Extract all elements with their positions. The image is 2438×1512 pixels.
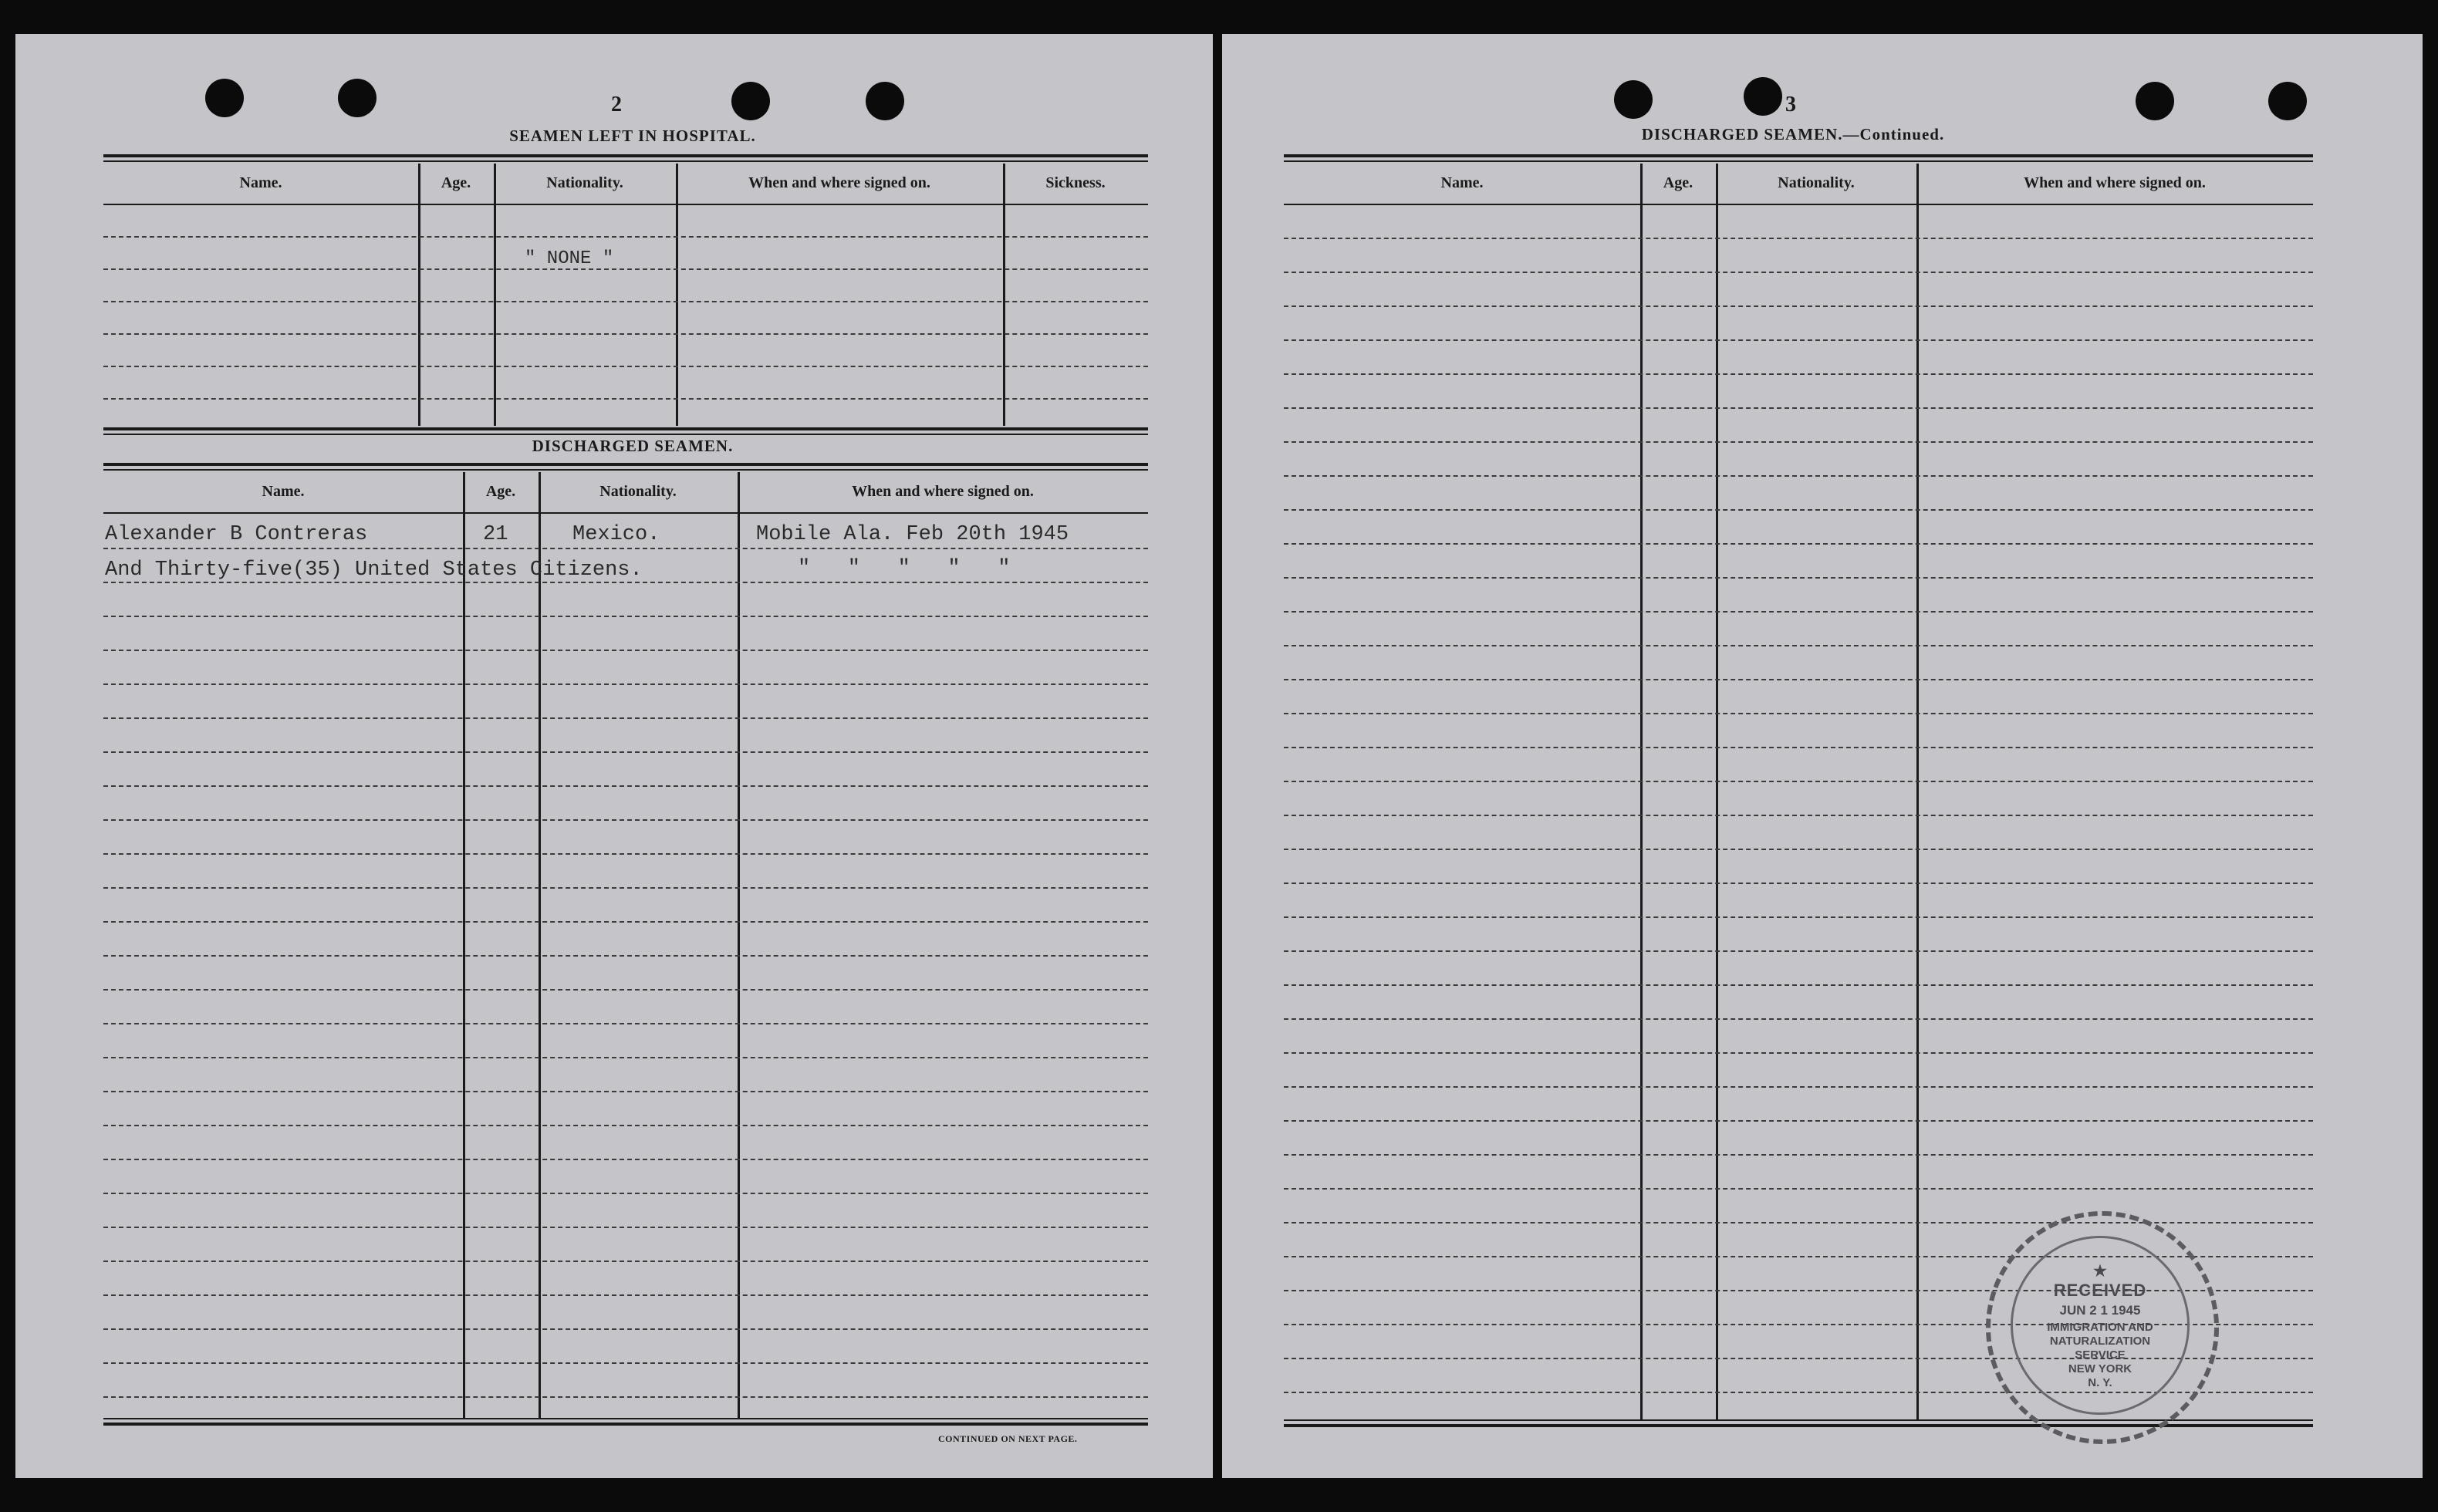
table-row-name: And Thirty-five(35) United States Citizens. (105, 559, 643, 582)
ruled-line (1284, 407, 2313, 409)
ruled-line (1284, 916, 2313, 918)
header-rule (103, 154, 1148, 157)
continued-col-age: Age. (1663, 174, 1693, 191)
stamp-line: N. Y. (2088, 1375, 2112, 1389)
ruled-line (1284, 509, 2313, 511)
discharged-col-signed-on: When and where signed on. (852, 483, 1034, 500)
ruled-line (1284, 1086, 2313, 1088)
section-rule (103, 427, 1148, 430)
ruled-line (1284, 1018, 2313, 1020)
section-rule (103, 463, 1148, 466)
received-stamp (1986, 1211, 2219, 1444)
ruled-line (103, 1057, 1148, 1058)
ruled-line (1284, 1188, 2313, 1190)
header-rule (1284, 154, 2313, 157)
ruled-line (103, 887, 1148, 889)
footer-rule (103, 1423, 1148, 1426)
ruled-line (103, 989, 1148, 991)
continued-col-signed-on: When and where signed on. (2024, 174, 2206, 191)
hospital-col-age: Age. (441, 174, 471, 191)
punch-hole (731, 82, 770, 120)
ruled-line (1284, 645, 2313, 646)
punch-hole (866, 82, 904, 120)
ruled-line (1284, 475, 2313, 477)
discharged-col-name: Name. (262, 483, 305, 500)
punch-hole (2136, 82, 2174, 120)
footer-rule (103, 1418, 1148, 1419)
ruled-line (1284, 815, 2313, 816)
table-row-signed-on: " " " " " (798, 557, 1011, 580)
ruled-line (103, 548, 1148, 549)
ruled-line (1284, 339, 2313, 341)
page-number: 2 (611, 93, 622, 116)
ruled-line (1284, 950, 2313, 952)
discharged-section-title: DISCHARGED SEAMEN. (532, 437, 734, 455)
ruled-line (103, 853, 1148, 855)
star-icon: ★ (2093, 1262, 2107, 1280)
stamp-line: NEW YORK (2068, 1362, 2132, 1375)
discharged-continued-title: DISCHARGED SEAMEN.—Continued. (1641, 125, 1945, 143)
right-page (1222, 34, 2423, 1478)
ruled-line (1284, 679, 2313, 680)
ruled-line (103, 1294, 1148, 1296)
page-number: 3 (1785, 93, 1796, 116)
punch-hole (338, 79, 377, 117)
ruled-line (1284, 1154, 2313, 1156)
section-rule (103, 469, 1148, 471)
table-row-name: Alexander B Contreras (105, 523, 368, 546)
ruled-line (103, 921, 1148, 923)
hospital-entry: " NONE " (525, 248, 614, 269)
ruled-line (103, 1261, 1148, 1262)
header-rule (1284, 160, 2313, 162)
ruled-line (103, 1193, 1148, 1194)
ruled-line (103, 785, 1148, 787)
punch-hole (205, 79, 244, 117)
table-row-nationality: Mexico. (572, 523, 660, 546)
ruled-line (1284, 611, 2313, 613)
ruled-line (1284, 849, 2313, 850)
discharged-col-age: Age. (485, 483, 516, 500)
ruled-line (1284, 1052, 2313, 1054)
ruled-line (1284, 441, 2313, 443)
punch-hole (1744, 77, 1782, 116)
ruled-line (103, 1227, 1148, 1228)
discharged-col-nationality: Nationality. (599, 483, 677, 500)
ruled-line (103, 1396, 1148, 1398)
ruled-line (1284, 272, 2313, 273)
stamp-line: SERVICE (2075, 1348, 2126, 1362)
hospital-col-sickness: Sickness. (1045, 174, 1106, 191)
ruled-line (103, 650, 1148, 651)
table-row-signed-on: Mobile Ala. Feb 20th 1945 (756, 523, 1069, 546)
ruled-line (1284, 781, 2313, 782)
discharged-table (103, 472, 1148, 1418)
ruled-line (103, 1091, 1148, 1092)
ruled-line (1284, 984, 2313, 986)
stamp-line: IMMIGRATION AND (2047, 1320, 2153, 1334)
ruled-line (1284, 577, 2313, 579)
ruled-line (103, 751, 1148, 753)
hospital-col-signed-on: When and where signed on. (748, 174, 930, 191)
stamp-received: RECEIVED (2053, 1280, 2147, 1300)
ruled-line (103, 1125, 1148, 1126)
ruled-line (1284, 238, 2313, 239)
continued-col-nationality: Nationality. (1778, 174, 1855, 191)
hospital-col-nationality: Nationality. (546, 174, 623, 191)
ruled-line (103, 1159, 1148, 1160)
continued-col-name: Name. (1440, 174, 1484, 191)
hospital-col-name: Name. (239, 174, 282, 191)
stamp-date: JUN 2 1 1945 (2059, 1302, 2141, 1318)
hospital-section-title: SEAMEN LEFT IN HOSPITAL. (509, 127, 756, 145)
ruled-line (1284, 543, 2313, 545)
ruled-line (1284, 747, 2313, 748)
table-row-age: 21 (483, 523, 508, 546)
ruled-line (1284, 373, 2313, 375)
ruled-line (1284, 1120, 2313, 1122)
ruled-line (103, 1328, 1148, 1330)
punch-hole (1614, 80, 1653, 119)
left-page (15, 34, 1213, 1478)
ruled-line (1284, 305, 2313, 307)
ruled-line (1284, 1222, 2313, 1223)
ruled-line (103, 819, 1148, 821)
hospital-table (103, 164, 1148, 426)
ruled-line (1284, 713, 2313, 714)
ruled-line (103, 1023, 1148, 1024)
punch-hole (2268, 82, 2307, 120)
ruled-line (103, 683, 1148, 685)
ruled-line (103, 717, 1148, 719)
stamp-line: NATURALIZATION (2049, 1334, 2151, 1348)
header-rule (103, 160, 1148, 162)
ruled-line (103, 582, 1148, 583)
ruled-line (103, 616, 1148, 617)
ruled-line (103, 1362, 1148, 1364)
continued-note: CONTINUED ON NEXT PAGE. (938, 1433, 1078, 1444)
ruled-line (1284, 883, 2313, 884)
section-rule (103, 434, 1148, 435)
ruled-line (103, 955, 1148, 957)
